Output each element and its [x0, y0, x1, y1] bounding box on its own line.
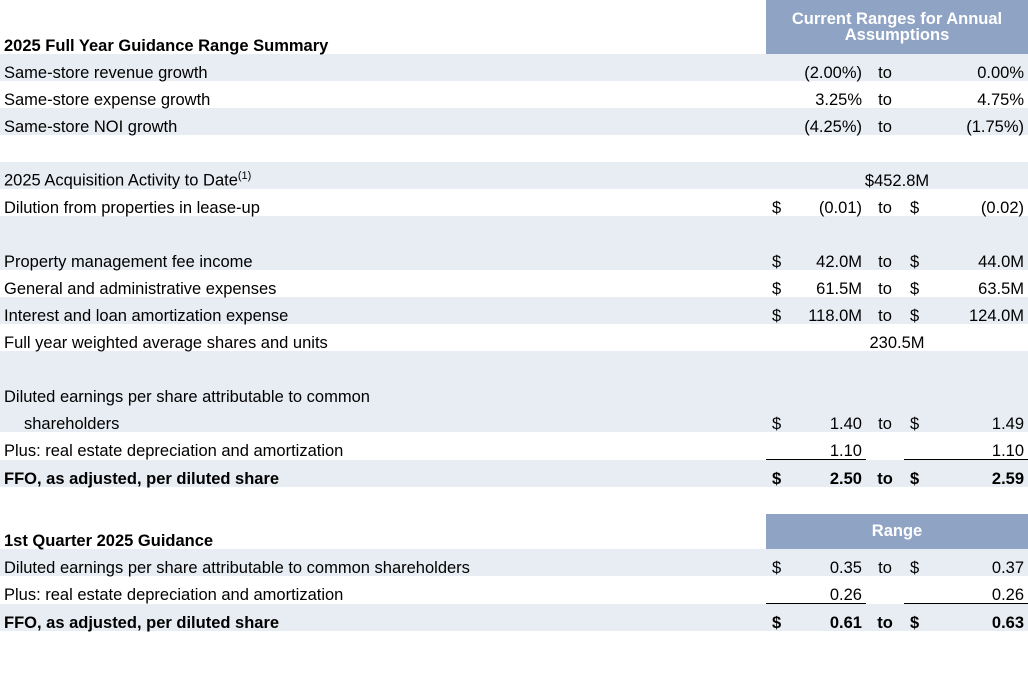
table-row: [0, 297, 1028, 324]
row-dollar-low: $: [772, 306, 782, 325]
row-label: General and administrative expenses: [4, 279, 277, 298]
row-dollar-low: $: [766, 604, 792, 632]
row-value-low: 0.61: [792, 604, 866, 632]
row-label: Diluted earnings per share attributable to common: [4, 387, 370, 406]
row-dollar-high: $: [910, 279, 920, 298]
row-dollar-low: $: [772, 252, 782, 271]
row-value-high: 63.5M: [978, 279, 1025, 298]
row-label: Plus: real estate depreciation and amortization: [4, 442, 344, 460]
row-value-high: 1.49: [991, 414, 1025, 433]
spacer-cell: [0, 487, 1028, 514]
row-to: to: [877, 469, 893, 488]
row-label: Dilution from properties in lease-up: [4, 198, 260, 217]
row-dollar-high: $: [910, 414, 920, 433]
footnote-marker: (1): [237, 170, 252, 182]
row-merged-value: $452.8M: [864, 171, 930, 190]
row-dollar-high: $: [910, 252, 920, 271]
row-value-low: 0.35: [829, 558, 862, 577]
row-label: shareholders: [24, 414, 120, 433]
row-to: to: [878, 558, 892, 577]
row-merged-value: 230.5M: [869, 333, 925, 352]
row-dollar-high: $: [904, 604, 930, 632]
table-row: [0, 405, 1028, 432]
row-dollar-low: [766, 432, 792, 460]
row-value-high: 44.0M: [978, 252, 1025, 271]
spacer-row: [0, 487, 1028, 514]
row-value-low: 0.26: [829, 585, 862, 604]
row-label: [0, 162, 766, 189]
table-row: [0, 54, 1028, 81]
table-row: [0, 270, 1028, 297]
table-row: [0, 378, 1028, 405]
row-to: to: [878, 198, 892, 217]
table-row: [0, 432, 1028, 460]
table-row: [0, 162, 1028, 189]
row-value-high: 124.0M: [968, 306, 1025, 325]
row-value-high: [930, 378, 1028, 405]
section2-header-row: [0, 514, 1028, 549]
row-dollar-high: [904, 54, 930, 81]
row-label: Same-store revenue growth: [4, 63, 208, 82]
row-dollar-low: $: [772, 414, 782, 433]
row-to: [866, 576, 904, 604]
row-to: to: [878, 90, 892, 109]
row-dollar-high: $: [910, 558, 920, 577]
table-row: [0, 243, 1028, 270]
row-dollar-low: [766, 378, 792, 405]
row-value-high: 0.00%: [977, 63, 1025, 82]
table-row: [0, 576, 1028, 604]
row-to: to: [877, 613, 893, 632]
page-title: 2025 Full Year Guidance Range Summary: [0, 27, 766, 54]
table-row: [0, 189, 1028, 216]
row-label: FFO, as adjusted, per diluted share: [4, 613, 280, 632]
row-dollar-high: [904, 81, 930, 108]
row-dollar-high: [904, 576, 930, 604]
row-dollar-low: [766, 576, 792, 604]
row-label: Property management fee income: [4, 252, 253, 271]
row-label: Same-store expense growth: [4, 90, 211, 109]
spacer-row: [0, 351, 1028, 378]
section1-header-row: [0, 0, 1028, 27]
row-dollar-low: $: [766, 460, 792, 488]
row-dollar-high: $: [904, 460, 930, 488]
table-row: [0, 324, 1028, 351]
row-value-low: 118.0M: [808, 306, 862, 325]
table-row: [0, 108, 1028, 135]
row-value-low: (0.01): [818, 198, 862, 217]
row-to: to: [878, 306, 892, 325]
row-to: to: [878, 279, 892, 298]
spacer-row: [0, 135, 1028, 162]
row-dollar-high: $: [910, 198, 920, 217]
row-value-high: 0.37: [991, 558, 1025, 577]
row-to: [866, 378, 904, 405]
table-row: [0, 549, 1028, 576]
row-dollar-high: [904, 108, 930, 135]
row-to: to: [878, 414, 892, 433]
table-row-total: [0, 604, 1028, 632]
row-to: to: [878, 252, 892, 271]
row-label: FFO, as adjusted, per diluted share: [4, 469, 280, 488]
row-label: Same-store NOI growth: [4, 117, 178, 136]
row-dollar-low: $: [772, 279, 782, 298]
row-value-low: 42.0M: [816, 252, 862, 271]
spacer-cell: [0, 135, 1028, 162]
spacer-cell: [0, 216, 1028, 243]
row-value-high: 2.59: [930, 460, 1028, 488]
row-value-low: (2.00%): [804, 63, 862, 82]
spacer-cell: [0, 351, 1028, 378]
row-dollar-low: [766, 54, 792, 81]
row-value-high: 4.75%: [977, 90, 1025, 109]
quarter-range-header: Range: [766, 514, 1028, 549]
row-value-high: (0.02): [980, 198, 1025, 217]
row-dollar-low: $: [772, 198, 782, 217]
row-value-low: [792, 378, 866, 405]
row-dollar-low: [766, 108, 792, 135]
row-dollar-high: [904, 378, 930, 405]
row-label: Interest and loan amortization expense: [4, 306, 289, 325]
row-to: to: [878, 117, 892, 136]
row-to: [866, 432, 904, 460]
row-label-text: 2025 Acquisition Activity to Date: [4, 171, 238, 190]
row-value-low: 3.25%: [815, 90, 862, 109]
table-row-total: [0, 460, 1028, 488]
row-value-high: 0.26: [991, 585, 1025, 604]
row-label: Full year weighted average shares and units: [4, 333, 328, 352]
row-value-high: 1.10: [991, 441, 1025, 460]
row-dollar-low: [766, 81, 792, 108]
section2-title: 1st Quarter 2025 Guidance: [0, 514, 766, 549]
row-value-low: 1.40: [829, 414, 862, 433]
annual-range-header: Current Ranges for Annual Assumptions: [766, 0, 1028, 54]
row-dollar-high: [904, 432, 930, 460]
row-label: Plus: real estate depreciation and amortization: [4, 586, 344, 604]
row-to: to: [878, 63, 892, 82]
row-value-low: 61.5M: [816, 279, 862, 298]
row-value-high: (1.75%): [966, 117, 1025, 136]
row-dollar-high: $: [910, 306, 920, 325]
row-label: Diluted earnings per share attributable to common shareholders: [4, 558, 470, 577]
spacer-cell: [0, 0, 766, 27]
row-value-low: 1.10: [829, 441, 862, 460]
row-value-low: 2.50: [792, 460, 866, 488]
table-row: [0, 81, 1028, 108]
row-dollar-low: $: [772, 558, 782, 577]
row-value-high: 0.63: [930, 604, 1028, 632]
spacer-row: [0, 216, 1028, 243]
row-value-low: (4.25%): [804, 117, 862, 136]
